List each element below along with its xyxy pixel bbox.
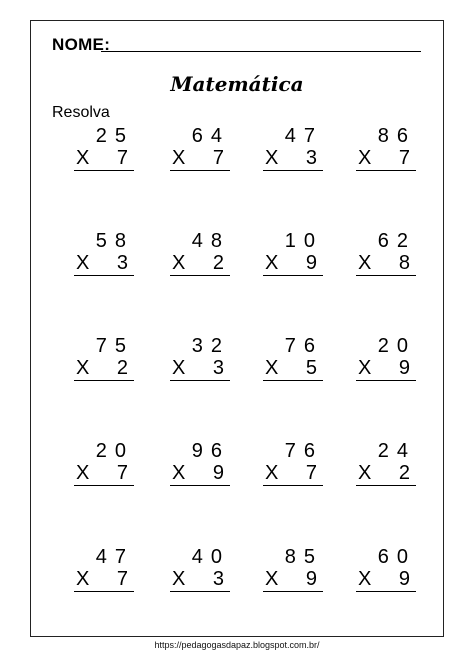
multiplicand: 64 [191,125,230,147]
multiplier-row [74,252,134,276]
multiplier: 3 [305,147,317,169]
multiplier-row [263,462,323,486]
multiplicand: 76 [284,440,323,462]
name-line[interactable] [101,51,421,52]
multiplication-problem [74,546,134,592]
multiplicand: 20 [95,440,134,462]
times-sign: X [265,568,279,590]
multiplicand: 75 [95,335,134,357]
multiplier: 7 [116,147,128,169]
times-sign: X [358,147,372,169]
multiplier: 7 [116,568,128,590]
multiplier-row [356,462,416,486]
multiplicand: 24 [377,440,416,462]
multiplier-row [170,252,230,276]
multiplier-row [356,568,416,592]
times-sign: X [76,252,90,274]
multiplicand: 32 [191,335,230,357]
multiplier: 8 [398,252,410,274]
times-sign: X [265,357,279,379]
times-sign: X [358,357,372,379]
multiplier-row [74,357,134,381]
multiplication-problem [170,440,230,486]
multiplier-row [170,147,230,171]
multiplicand: 25 [95,125,134,147]
multiplication-problem [263,546,323,592]
multiplier: 7 [305,462,317,484]
multiplication-problem [356,335,416,381]
multiplicand: 47 [95,546,134,568]
multiplication-problem [263,230,323,276]
times-sign: X [265,462,279,484]
multiplication-problem [74,125,134,171]
multiplier-row [170,357,230,381]
multiplicand: 76 [284,335,323,357]
times-sign: X [172,252,186,274]
multiplicand: 96 [191,440,230,462]
multiplicand: 60 [377,546,416,568]
multiplication-problem [263,440,323,486]
multiplication-problem [170,125,230,171]
worksheet-title: Matemática [170,72,304,96]
multiplier-row [356,357,416,381]
multiplication-problem [263,335,323,381]
multiplication-problem [356,230,416,276]
multiplication-problem [74,230,134,276]
multiplier: 7 [116,462,128,484]
times-sign: X [265,252,279,274]
multiplier: 3 [212,357,224,379]
multiplication-problem [356,546,416,592]
multiplication-problem [74,335,134,381]
times-sign: X [172,568,186,590]
multiplication-problem [263,125,323,171]
multiplier: 2 [212,252,224,274]
multiplier: 9 [398,357,410,379]
multiplier: 3 [116,252,128,274]
times-sign: X [76,462,90,484]
multiplier-row [263,147,323,171]
multiplier: 9 [305,252,317,274]
multiplication-problem [170,546,230,592]
multiplicand: 40 [191,546,230,568]
multiplier-row [356,147,416,171]
multiplier: 9 [398,568,410,590]
times-sign: X [358,462,372,484]
multiplier-row [74,462,134,486]
multiplication-problem [74,440,134,486]
times-sign: X [76,357,90,379]
multiplicand: 86 [377,125,416,147]
multiplier-row [263,568,323,592]
times-sign: X [265,147,279,169]
times-sign: X [172,462,186,484]
times-sign: X [358,252,372,274]
footer-url[interactable]: https://pedagogasdapaz.blogspot.com.br/ [154,640,320,650]
multiplication-problem [356,125,416,171]
multiplier: 2 [116,357,128,379]
multiplication-problem [170,230,230,276]
multiplication-problem [170,335,230,381]
times-sign: X [172,357,186,379]
multiplicand: 10 [284,230,323,252]
multiplier: 5 [305,357,317,379]
multiplicand: 58 [95,230,134,252]
instruction: Resolva [52,104,110,121]
multiplier-row [74,147,134,171]
multiplier: 3 [212,568,224,590]
name-row [52,35,110,55]
multiplier-row [170,568,230,592]
multiplier: 2 [398,462,410,484]
multiplier: 9 [212,462,224,484]
multiplier: 7 [398,147,410,169]
multiplicand: 20 [377,335,416,357]
multiplier-row [74,568,134,592]
multiplicand: 48 [191,230,230,252]
times-sign: X [76,568,90,590]
multiplier-row [356,252,416,276]
multiplier: 7 [212,147,224,169]
multiplier-row [263,252,323,276]
times-sign: X [172,147,186,169]
multiplier: 9 [305,568,317,590]
multiplier-row [263,357,323,381]
name-label: NOME: [52,35,111,54]
times-sign: X [76,147,90,169]
multiplicand: 85 [284,546,323,568]
multiplier-row [170,462,230,486]
times-sign: X [358,568,372,590]
multiplicand: 62 [377,230,416,252]
multiplication-problem [356,440,416,486]
multiplicand: 47 [284,125,323,147]
